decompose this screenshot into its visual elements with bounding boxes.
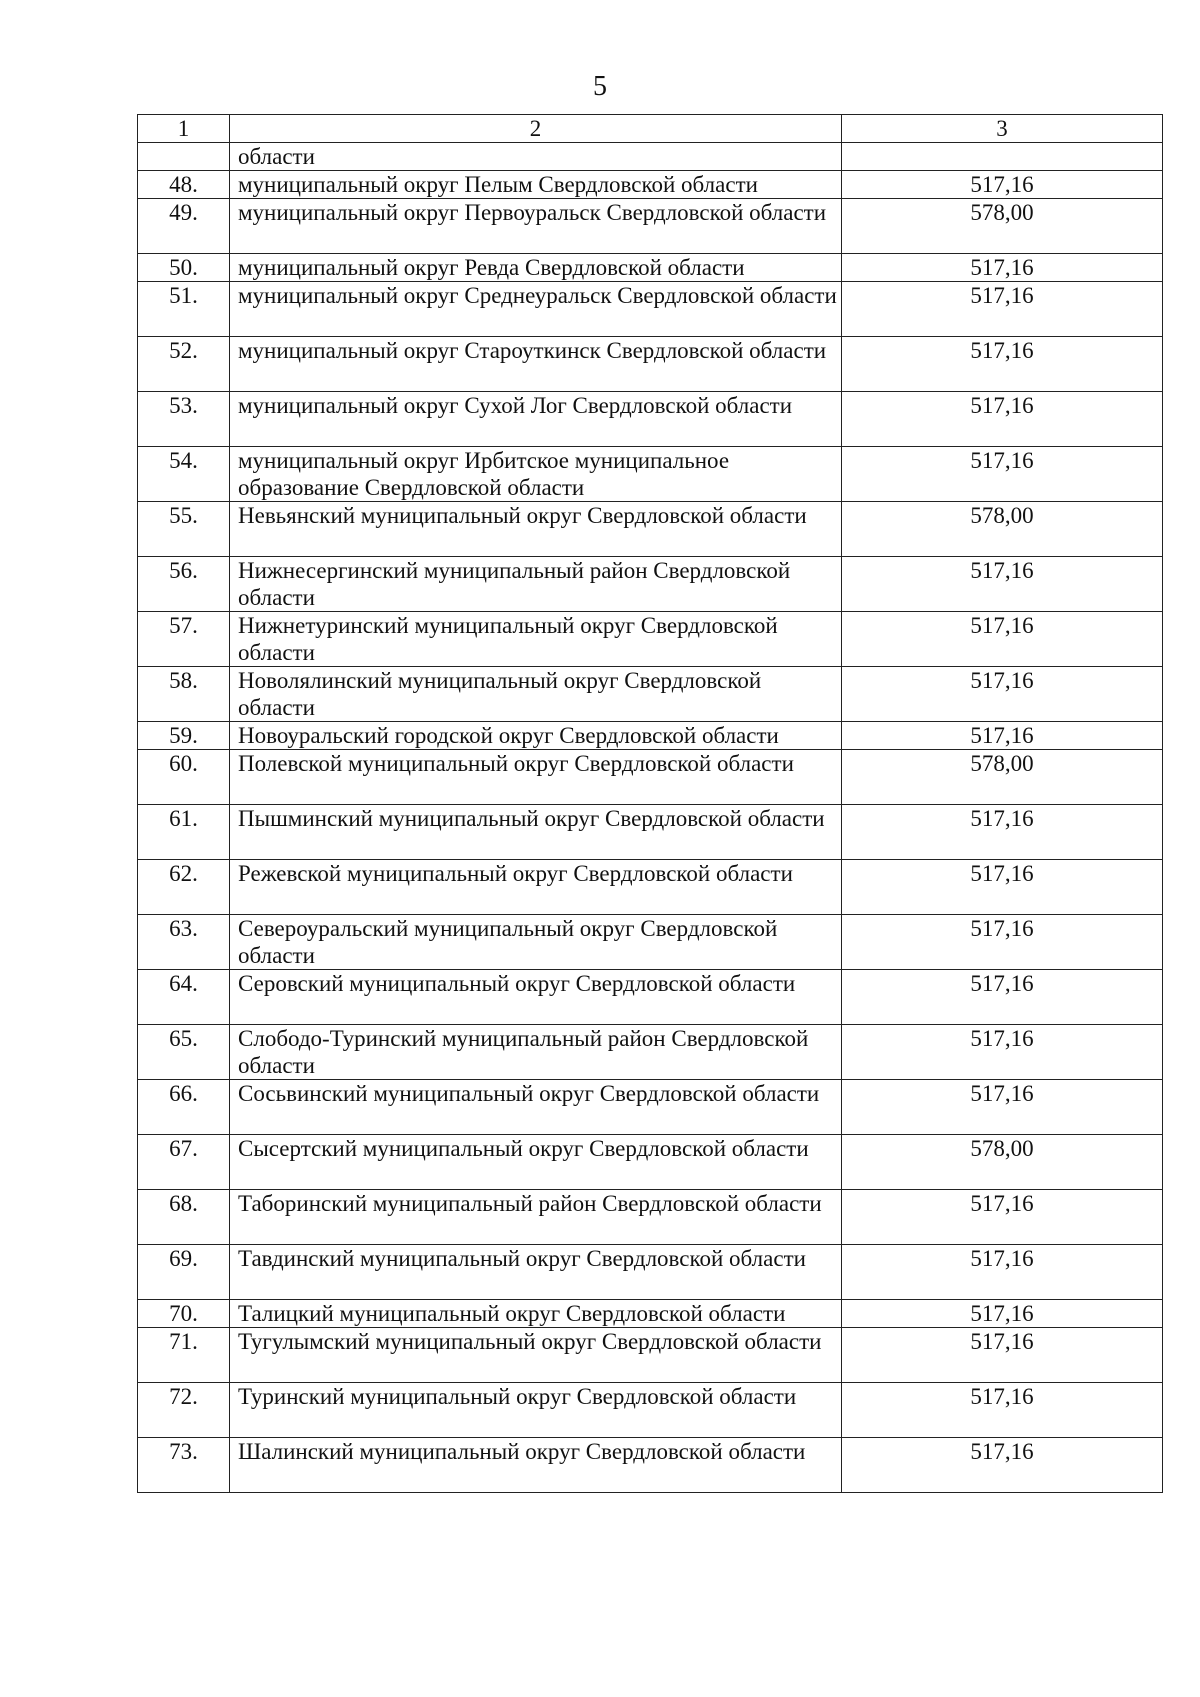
row-name: Тугулымский муниципальный округ Свердловской области <box>230 1328 842 1383</box>
row-name: Серовский муниципальный округ Свердловской области <box>230 970 842 1025</box>
row-name: муниципальный округ Староуткинск Свердловской области <box>230 337 842 392</box>
continuation-row <box>138 143 1163 171</box>
row-name: Североуральский муниципальный округ Свердловской области <box>230 915 842 970</box>
table-row <box>138 502 1163 557</box>
row-value: 517,16 <box>842 1383 1163 1438</box>
table-row <box>138 557 1163 612</box>
table-row <box>138 1438 1163 1493</box>
row-value: 578,00 <box>842 502 1163 557</box>
row-number: 54. <box>138 447 230 502</box>
column-header-number: 1 <box>138 115 230 143</box>
table-row <box>138 392 1163 447</box>
row-value: 578,00 <box>842 1135 1163 1190</box>
row-number: 71. <box>138 1328 230 1383</box>
row-number: 51. <box>138 282 230 337</box>
row-name: Режевской муниципальный округ Свердловской области <box>230 860 842 915</box>
row-number: 52. <box>138 337 230 392</box>
row-value: 517,16 <box>842 282 1163 337</box>
row-number: 68. <box>138 1190 230 1245</box>
page-number: 5 <box>593 71 607 102</box>
row-name: Сосьвинский муниципальный округ Свердловской области <box>230 1080 842 1135</box>
row-value: 517,16 <box>842 1190 1163 1245</box>
table-row <box>138 970 1163 1025</box>
table-row <box>138 1245 1163 1300</box>
row-number: 61. <box>138 805 230 860</box>
row-value: 517,16 <box>842 722 1163 750</box>
row-value: 517,16 <box>842 915 1163 970</box>
row-name: Тавдинский муниципальный округ Свердловской области <box>230 1245 842 1300</box>
row-value: 517,16 <box>842 1300 1163 1328</box>
table-row <box>138 447 1163 502</box>
table-row <box>138 1328 1163 1383</box>
row-name: муниципальный округ Ирбитское муниципальное образование Свердловской области <box>230 447 842 502</box>
continuation-number-cell <box>138 143 230 171</box>
row-name: Шалинский муниципальный округ Свердловской области <box>230 1438 842 1493</box>
continuation-value-cell <box>842 143 1163 171</box>
column-header-name: 2 <box>230 115 842 143</box>
row-number: 67. <box>138 1135 230 1190</box>
row-number: 57. <box>138 612 230 667</box>
row-number: 50. <box>138 254 230 282</box>
row-value: 517,16 <box>842 171 1163 199</box>
table-row <box>138 860 1163 915</box>
table-row <box>138 282 1163 337</box>
table-row <box>138 805 1163 860</box>
row-name: Талицкий муниципальный округ Свердловской области <box>230 1300 842 1328</box>
header-row <box>138 115 1163 143</box>
row-number: 63. <box>138 915 230 970</box>
row-value: 517,16 <box>842 860 1163 915</box>
row-name: муниципальный округ Ревда Свердловской области <box>230 254 842 282</box>
row-value: 517,16 <box>842 447 1163 502</box>
row-name: Сысертский муниципальный округ Свердловской области <box>230 1135 842 1190</box>
row-name: Туринский муниципальный округ Свердловской области <box>230 1383 842 1438</box>
row-number: 70. <box>138 1300 230 1328</box>
table-row <box>138 1300 1163 1328</box>
row-name: муниципальный округ Сухой Лог Свердловской области <box>230 392 842 447</box>
row-number: 48. <box>138 171 230 199</box>
row-name: муниципальный округ Первоуральск Свердловской области <box>230 199 842 254</box>
row-number: 64. <box>138 970 230 1025</box>
row-value: 517,16 <box>842 1080 1163 1135</box>
row-number: 66. <box>138 1080 230 1135</box>
row-number: 72. <box>138 1383 230 1438</box>
row-number: 49. <box>138 199 230 254</box>
row-value: 517,16 <box>842 337 1163 392</box>
row-name: муниципальный округ Среднеуральск Свердловской области <box>230 282 842 337</box>
table-row <box>138 915 1163 970</box>
data-table <box>137 114 1163 1493</box>
table-row <box>138 171 1163 199</box>
row-number: 53. <box>138 392 230 447</box>
row-value: 578,00 <box>842 199 1163 254</box>
row-value: 517,16 <box>842 1245 1163 1300</box>
row-number: 62. <box>138 860 230 915</box>
row-value: 517,16 <box>842 392 1163 447</box>
row-value: 517,16 <box>842 557 1163 612</box>
row-number: 69. <box>138 1245 230 1300</box>
row-number: 55. <box>138 502 230 557</box>
row-name: Новоуральский городской округ Свердловской области <box>230 722 842 750</box>
row-value: 517,16 <box>842 970 1163 1025</box>
table-row <box>138 1025 1163 1080</box>
row-value: 517,16 <box>842 667 1163 722</box>
row-value: 517,16 <box>842 1438 1163 1493</box>
row-number: 60. <box>138 750 230 805</box>
row-value: 517,16 <box>842 612 1163 667</box>
row-name: Слободо-Туринский муниципальный район Свердловской области <box>230 1025 842 1080</box>
row-value: 517,16 <box>842 254 1163 282</box>
row-value: 517,16 <box>842 1025 1163 1080</box>
table-row <box>138 612 1163 667</box>
row-number: 58. <box>138 667 230 722</box>
row-name: Нижнетуринский муниципальный округ Свердловской области <box>230 612 842 667</box>
column-header-value: 3 <box>842 115 1163 143</box>
table-row <box>138 1080 1163 1135</box>
table-row <box>138 1135 1163 1190</box>
row-number: 59. <box>138 722 230 750</box>
row-name: муниципальный округ Пелым Свердловской области <box>230 171 842 199</box>
row-value: 517,16 <box>842 1328 1163 1383</box>
table-row <box>138 254 1163 282</box>
table-row <box>138 1190 1163 1245</box>
table-row <box>138 722 1163 750</box>
row-value: 578,00 <box>842 750 1163 805</box>
table-row <box>138 199 1163 254</box>
row-number: 56. <box>138 557 230 612</box>
row-name: Таборинский муниципальный район Свердловской области <box>230 1190 842 1245</box>
row-number: 65. <box>138 1025 230 1080</box>
row-name: Пышминский муниципальный округ Свердловской области <box>230 805 842 860</box>
table-row <box>138 1383 1163 1438</box>
table-row <box>138 667 1163 722</box>
continuation-name-cell: области <box>230 143 842 171</box>
row-name: Невьянский муниципальный округ Свердловской области <box>230 502 842 557</box>
row-name: Полевской муниципальный округ Свердловской области <box>230 750 842 805</box>
table-row <box>138 750 1163 805</box>
row-name: Новолялинский муниципальный округ Свердловской области <box>230 667 842 722</box>
table-row <box>138 337 1163 392</box>
row-number: 73. <box>138 1438 230 1493</box>
row-name: Нижнесергинский муниципальный район Свердловской области <box>230 557 842 612</box>
row-value: 517,16 <box>842 805 1163 860</box>
